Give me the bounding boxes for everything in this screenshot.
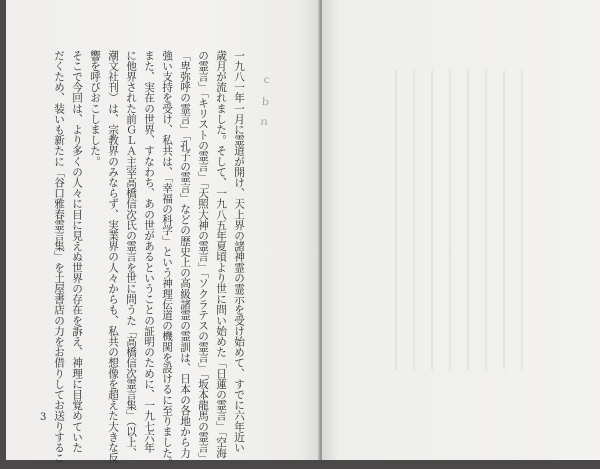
text-line-7: に他界された前ＧＬＡ主宰高橋信次氏の霊言を世に問うた「高橋信次霊言集」（以上、 xyxy=(125,50,137,459)
text-line-8: 潮文社刊）は、宗教界のみならず、実業界の人々からも、私共の想像を超えた大きな反 xyxy=(107,50,119,464)
text-line-5: 強い支持を受け、私共は、「幸福の科学」という神理伝道の機関を設けるに至りました。 xyxy=(161,50,173,469)
text-line-11: だくため、装いも新たに「谷口雅春霊言集」を土屋書店の力をお借りしてお送りするこ xyxy=(53,50,65,464)
show-through-text xyxy=(395,70,525,370)
text-line-10: そこで今回は、より多くの人々に目に見えぬ世界の存在を訴え、神理に目覚めていた xyxy=(71,50,83,453)
left-page xyxy=(6,0,320,469)
text-line-6: また、実在の世界、すなわち、あの世があるということの証明のために、一九七六年 xyxy=(143,50,155,453)
text-line-9: 響を呼びおこしました。 xyxy=(89,50,101,167)
text-line-2: 歳月が流れました。そして、一九八五年夏頃より世に問い始めた「日蓮の霊言」「空海 xyxy=(215,50,227,459)
text-line-3: の霊言」「キリストの霊言」「天照大神の霊言」「ソクラテスの霊言」「坂本龍馬の霊言」 xyxy=(197,50,209,464)
text-line-4: 「卑弥呼の霊言」「孔子の霊言」などの歴史上の高級諸霊の霊訓は、日本の各地から力 xyxy=(179,50,191,459)
text-line-1: 一九八一年一月に霊道が開け、天上界の諸神霊の霊示を受け始めて、すでに六年近い xyxy=(233,50,245,453)
page-number: 3 xyxy=(40,412,47,423)
margin-handwritten-mark: ｃ ｂ ｎ xyxy=(256,74,271,128)
